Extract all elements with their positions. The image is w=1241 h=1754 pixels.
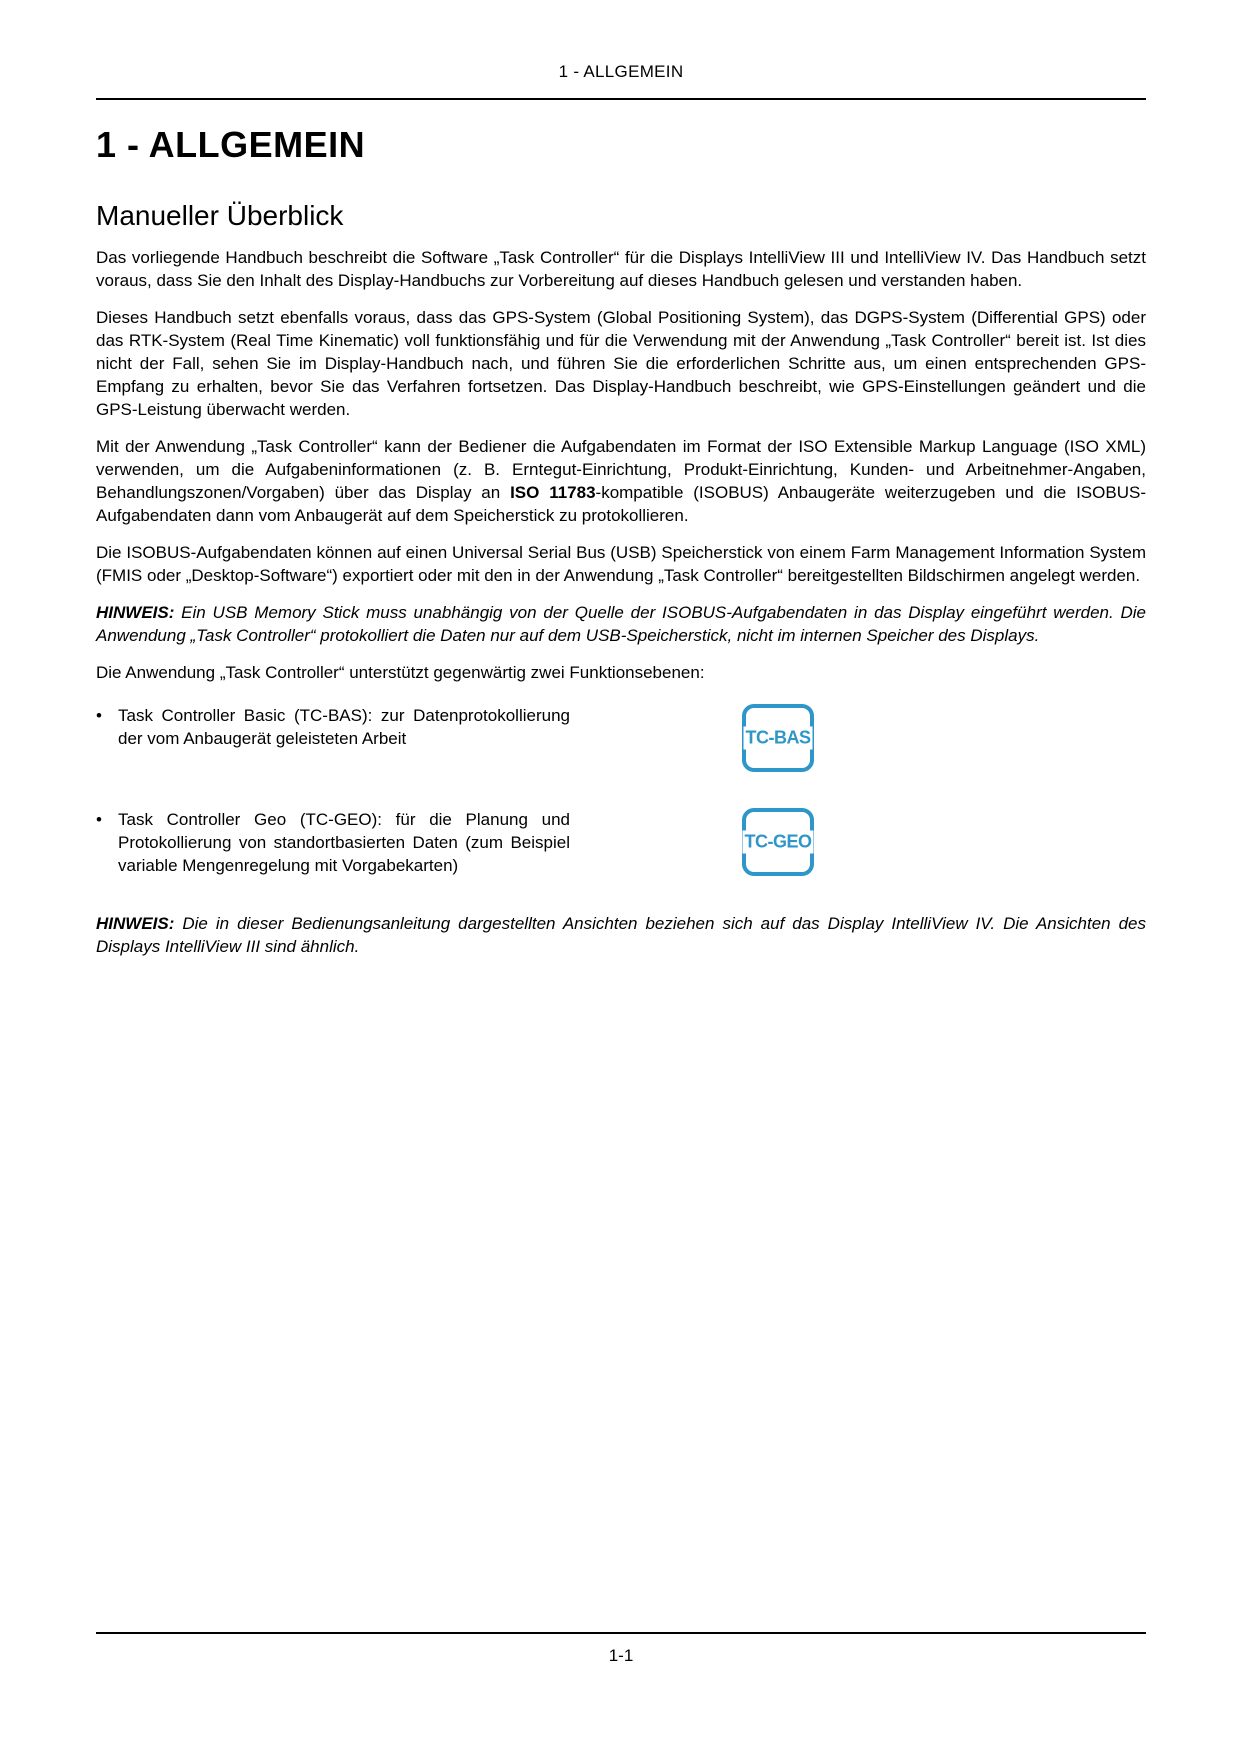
bullet-icon: • [96,706,102,725]
note-label: HINWEIS: [96,914,175,933]
note-text: Die in dieser Bedienungsanleitung dargestellten Ansichten beziehen sich auf das Display IntelliView IV. Die Ansichten des Displays IntelliView III sind ähnlich. [96,914,1146,956]
running-header-text: 1 - ALLGEMEIN [558,62,684,81]
function-level-list [96,704,1146,886]
tc-geo-badge-label: TC-GEO [744,831,812,852]
page-content [96,108,1146,972]
paragraph-text: Mit der Anwendung „Task Controller“ kann der Bediener die Aufgabendaten im Format der ISO Extensible Markup Language (ISO XML) verwenden, um die Aufgabeninformationen (z. B. Erntegut-Einrichtung, Produkt-Einrichtung, Kunden- und Arbeitnehmer-Angaben, Behandlungszonen/Vorgaben) über das Display an [96,437,1146,502]
paragraph-intro: Das vorliegende Handbuch beschreibt die Software „Task Controller“ für die Displays IntelliView III und IntelliView IV. Das Handbuch setzt voraus, dass Sie den Inhalt des Display-Handbuchs zur Vorbereitung auf dieses Handbuch gelesen und verstanden haben. [96,248,1146,290]
paragraph-usb-export: Die ISOBUS-Aufgabendaten können auf einen Universal Serial Bus (USB) Speicherstick von einem Farm Management Information System (FMIS oder „Desktop-Software“) exportiert oder mit den in der Anwendung „Task Controller“ bereitgestellten Bildschirmen angelegt werden. [96,543,1146,585]
list-item-tc-geo [96,808,1146,886]
page-number: 1-1 [608,1646,634,1665]
note-label: HINWEIS: [96,603,175,622]
bullet-text: Task Controller Geo (TC-GEO): für die Planung und Protokollierung von standortbasierten Daten (zum Beispiel variable Mengenregelung mit Vorgabekarten) [118,810,570,875]
note-paragraph-usb [96,601,1146,647]
section-title: Manueller Überblick [96,200,344,231]
list-item-tc-bas [96,704,1146,782]
note-text: Ein USB Memory Stick muss unabhängig von der Quelle der ISOBUS-Aufgabendaten in das Display eingeführt werden. Die Anwendung „Task Controller“ protokolliert die Daten nur auf dem USB-Speicherstick, nicht im internen Speicher des Displays. [96,603,1146,645]
footer-rule [96,1632,1146,1634]
paragraph-function-levels: Die Anwendung „Task Controller“ unterstützt gegenwärtig zwei Funktionsebenen: [96,663,705,682]
note-paragraph-views [96,912,1146,958]
tc-geo-badge-icon [742,808,814,876]
page-footer [96,1632,1146,1666]
page-header [96,0,1146,100]
chapter-title: 1 - ALLGEMEIN [96,124,366,165]
bullet-icon: • [96,810,102,829]
paragraph-text: -kompatible (ISOBUS) Anbaugeräte weiterzugeben und die ISOBUS-Aufgabendaten dann vom Anbaugerät auf dem Speicherstick zu protokollieren. [96,483,1146,525]
paragraph-isoxml [96,435,1146,527]
tc-bas-badge-label: TC-BAS [745,727,811,748]
tc-bas-badge-icon [742,704,814,772]
iso-standard-bold: ISO 11783 [510,483,596,502]
paragraph-gps: Dieses Handbuch setzt ebenfalls voraus, dass das GPS-System (Global Positioning System), das DGPS-System (Differential GPS) oder das RTK-System (Real Time Kinematic) voll funktionsfähig und für die Verwendung mit der Anwendung „Task Controller“ bereit ist. Ist dies nicht der Fall, sehen Sie im Display-Handbuch nach, und führen Sie die erforderlichen Schritte aus, um einen entsprechenden GPS-Empfang zu erhalten, bevor Sie das Verfahren fortsetzen. Das Display-Handbuch beschreibt, wie GPS-Einstellungen geändert und die GPS-Leistung überwacht werden. [96,308,1146,419]
bullet-text: Task Controller Basic (TC-BAS): zur Datenprotokollierung der vom Anbaugerät geleisteten Arbeit [118,706,570,748]
header-rule [96,98,1146,100]
